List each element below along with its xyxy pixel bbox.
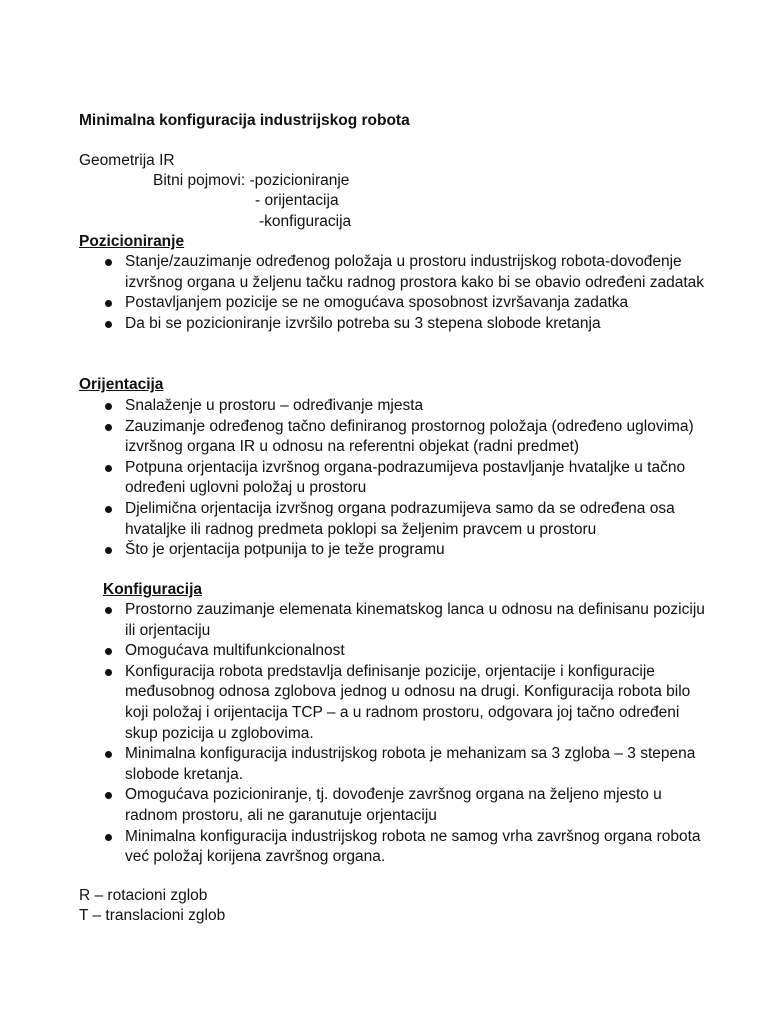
- pozicioniranje-list: [101, 252, 711, 334]
- terms-line-1: Bitni pojmovi: -pozicioniranje: [153, 172, 350, 189]
- list-item: Da bi se pozicioniranje izvršilo potreba su 3 stepena slobode kretanja: [101, 314, 711, 335]
- list-item: Potpuna orjentacija izvršnog organa-podrazumijeva postavljanje hvataljke u tačno određeni uglovni položaj u prostoru: [101, 458, 701, 499]
- list-item: Minimalna konfiguracija industrijskog robota ne samog vrha završnog organa robota već položaj korijena završnog organa.: [101, 827, 711, 868]
- list-item: Omogućava multifunkcionalnost: [101, 641, 711, 662]
- legend-translational-joint: T – translacioni zglob: [79, 907, 226, 924]
- list-item: Postavljanjem pozicije se ne omogućava sposobnost izvršavanja zadatka: [101, 293, 711, 314]
- list-item: Snalaženje u prostoru – određivanje mjesta: [101, 396, 701, 417]
- section-heading-konfiguracija: Konfiguracija: [103, 581, 203, 598]
- list-item: Što je orjentacija potpunija to je teže programu: [101, 540, 701, 561]
- konfiguracija-list: [101, 600, 711, 868]
- list-item: Konfiguracija robota predstavlja definisanje pozicije, orjentacije i konfiguracije međusobnog odnosa zglobova jednog u odnosu na drugi. Konfiguracija robota bilo koji položaj i orijentacija TCP – a u radnom prostoru, odgovara joj tačno određeni skup pozicija u zglobovima.: [101, 662, 711, 744]
- list-item: Minimalna konfiguracija industrijskog robota je mehanizam sa 3 zgloba – 3 stepena slobode kretanja.: [101, 744, 711, 785]
- document-title: Minimalna konfiguracija industrijskog robota: [79, 112, 410, 129]
- legend-rotational-joint: R – rotacioni zglob: [79, 887, 208, 904]
- list-item: Prostorno zauzimanje elemenata kinematskog lanca u odnosu na definisanu poziciju ili orjentaciju: [101, 600, 711, 641]
- list-item: Stanje/zauzimanje određenog položaja u prostoru industrijskog robota-dovođenje izvršnog organa u željenu tačku radnog prostora kako bi se obavio određeni zadatak: [101, 252, 711, 293]
- section-heading-pozicioniranje: Pozicioniranje: [79, 233, 185, 250]
- orijentacija-list: [101, 396, 701, 561]
- terms-line-2: - orijentacija: [255, 192, 339, 209]
- list-item: Djelimična orjentacija izvršnog organa podrazumijeva samo da se određena osa hvataljke ili radnog predmeta poklopi sa željenim pravcem u prostoru: [101, 499, 701, 540]
- list-item: Zauzimanje određenog tačno definiranog prostornog položaja (određeno uglovima) izvršnog organa IR u odnosu na referentni objekat (radni predmet): [101, 417, 701, 458]
- list-item: Omogućava pozicioniranje, tj. dovođenje završnog organa na željeno mjesto u radnom prostoru, ali ne garanutuje orjentaciju: [101, 785, 711, 826]
- geometry-heading: Geometrija IR: [79, 152, 175, 169]
- section-heading-orijentacija: Orijentacija: [79, 376, 164, 393]
- terms-line-3: -konfiguracija: [259, 213, 352, 230]
